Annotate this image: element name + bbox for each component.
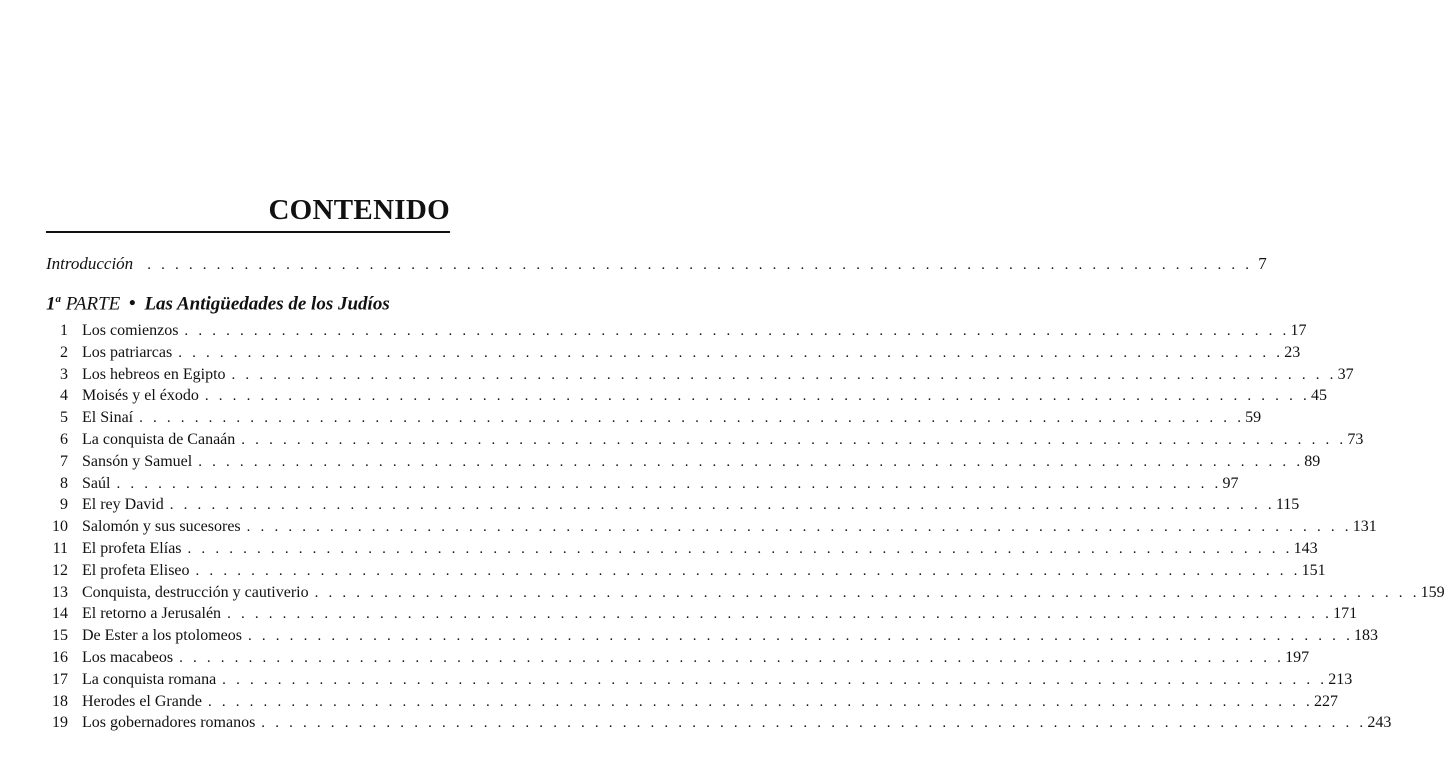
dot-leader: . . . . . . . . . . . . . . . . . . . . . . . . . . . . . . . . . . . . . . . . . . . . . . . . . . . . . . . . . . . . . . . . . . . . . . . . . . . . . . . . (198, 453, 1304, 470)
chapter-title: El retorno a Jerusalén (82, 605, 222, 623)
chapter-number: 1 (60, 322, 68, 339)
chapter-page: 45 (1310, 387, 1327, 405)
toc-entry (46, 691, 1339, 713)
chapter-title: El profeta Elías (82, 539, 182, 557)
chapter-page: 171 (1333, 605, 1358, 623)
toc-entry (46, 538, 1318, 560)
toc-entry (46, 429, 1364, 451)
chapter-title: Salomón y sus sucesores (82, 518, 241, 536)
dot-leader: . . . . . . . . . . . . . . . . . . . . . . . . . . . . . . . . . . . . . . . . . . . . . . . . . . . . . . . . . . . . . . . . . . . . . . . . . . . . . . . . (184, 323, 1290, 339)
toc-entry (46, 712, 1392, 734)
chapter-page: 197 (1285, 648, 1310, 666)
dot-leader: . . . . . . . . . . . . . . . . . . . . . . . . . . . . . . . . . . . . . . . . . . . . . . . . . . . . . . . . . . . . . . . . . . . . . . . . . . . . . . . . (187, 540, 1293, 557)
part-heading (46, 286, 450, 317)
chapter-page: 213 (1328, 670, 1353, 688)
chapter-page: 131 (1352, 518, 1377, 536)
dot-leader: . . . . . . . . . . . . . . . . . . . . . . . . . . . . . . . . . . . . . . . . . . . . . . . . . . . . . . . . . . . . . . . . . . . . . . . . . . . . . . . . (178, 344, 1284, 361)
chapter-title: Sansón y Samuel (82, 452, 193, 470)
toc-entry (46, 582, 1445, 604)
dot-leader: . . . . . . . . . . . . . . . . . . . . . . . . . . . . . . . . . . . . . . . . . . . . . . . . . . . . . . . . . . . . . . . . . . . . . . . . . . . . . . . . (169, 497, 1275, 514)
part-ordinal: 1 (46, 293, 56, 315)
part-ordinal-sup: a (55, 293, 61, 305)
part-subtitle: Las Antigüedades de los Judíos (144, 293, 390, 315)
chapter-page: 115 (1275, 496, 1300, 514)
chapter-title: El Sinaí (82, 409, 134, 427)
toc-entry (46, 407, 1262, 429)
chapter-number: 16 (52, 648, 68, 666)
toc-entry (46, 560, 1326, 582)
chapter-title: Moisés y el éxodo (82, 387, 199, 405)
dot-leader: . . . . . . . . . . . . . . . . . . . . . . . . . . . . . . . . . . . . . . . . . . . . . . . . . . . . . . . . . . . . . . . . . . . . . . . . . . . . . . . . (139, 410, 1245, 427)
dot-leader: . . . . . . . . . . . . . . . . . . . . . . . . . . . . . . . . . . . . . . . . . . . . . . . . . . . . . . . . . . . . . . . . . . . . . . . . . . . . . . . . (147, 257, 1253, 273)
chapter-number: 11 (52, 539, 68, 557)
part-label: PARTE (65, 293, 121, 315)
chapter-number: 10 (52, 518, 68, 536)
intro-page: 7 (1258, 254, 1267, 273)
chapter-title: Los gobernadores romanos (82, 714, 256, 732)
chapter-page: 97 (1222, 474, 1239, 492)
chapter-title: Conquista, destrucción y cautiverio (82, 583, 309, 601)
chapter-number: 18 (52, 692, 68, 710)
dot-leader: . . . . . . . . . . . . . . . . . . . . . . . . . . . . . . . . . . . . . . . . . . . . . . . . . . . . . . . . . . . . . . . . . . . . . . . . . . . . . . . . (246, 519, 1352, 536)
chapter-number: 14 (52, 605, 68, 623)
dot-leader: . . . . . . . . . . . . . . . . . . . . . . . . . . . . . . . . . . . . . . . . . . . . . . . . . . . . . . . . . . . . . . . . . . . . . . . . . . . . . . . . (314, 584, 1420, 601)
toc-entry (46, 451, 1321, 473)
dot-leader: . . . . . . . . . . . . . . . . . . . . . . . . . . . . . . . . . . . . . . . . . . . . . . . . . . . . . . . . . . . . . . . . . . . . . . . . . . . . . . . . (195, 562, 1301, 579)
chapter-page: 159 (1420, 583, 1445, 601)
toc-entry (46, 516, 1377, 538)
part-bullet: • (129, 293, 136, 315)
dot-leader: . . . . . . . . . . . . . . . . . . . . . . . . . . . . . . . . . . . . . . . . . . . . . . . . . . . . . . . . . . . . . . . . . . . . . . . . . . . . . . . . (179, 649, 1285, 666)
toc-entry (46, 625, 1379, 647)
chapter-title: La conquista romana (82, 670, 217, 688)
toc-entry (46, 669, 1353, 691)
chapter-title: Los macabeos (82, 648, 174, 666)
dot-leader: . . . . . . . . . . . . . . . . . . . . . . . . . . . . . . . . . . . . . . . . . . . . . . . . . . . . . . . . . . . . . . . . . . . . . . . . . . . . . . . . (116, 475, 1222, 492)
dot-leader: . . . . . . . . . . . . . . . . . . . . . . . . . . . . . . . . . . . . . . . . . . . . . . . . . . . . . . . . . . . . . . . . . . . . . . . . . . . . . . . . (207, 693, 1314, 710)
chapter-title: De Ester a los ptolomeos (82, 627, 242, 645)
title-rule (46, 231, 450, 233)
toc-entry (46, 342, 1301, 364)
chapter-number: 5 (60, 409, 68, 427)
intro-label: Introducción (46, 254, 134, 273)
chapter-number: 15 (52, 627, 68, 645)
toc-entry (46, 473, 1239, 495)
dot-leader: . . . . . . . . . . . . . . . . . . . . . . . . . . . . . . . . . . . . . . . . . . . . . . . . . . . . . . . . . . . . . . . . . . . . . . . . . . . . . . . . (204, 388, 1310, 405)
chapter-page: 227 (1314, 692, 1339, 710)
toc-list (46, 320, 1445, 734)
chapter-title: El rey David (82, 496, 164, 514)
toc-entry (46, 603, 1358, 625)
chapter-page: 73 (1347, 430, 1364, 448)
chapter-number: 4 (60, 387, 68, 405)
dot-leader: . . . . . . . . . . . . . . . . . . . . . . . . . . . . . . . . . . . . . . . . . . . . . . . . . . . . . . . . . . . . . . . . . . . . . . . . . . . . . . . . (231, 366, 1337, 383)
chapter-number: 13 (52, 583, 68, 601)
chapter-title: Saúl (82, 474, 111, 492)
dot-leader: . . . . . . . . . . . . . . . . . . . . . . . . . . . . . . . . . . . . . . . . . . . . . . . . . . . . . . . . . . . . . . . . . . . . . . . . . . . . . . . . (241, 431, 1347, 448)
page-title: CONTENIDO (268, 194, 450, 226)
chapter-number: 19 (52, 714, 68, 732)
chapter-page: 59 (1245, 409, 1262, 427)
chapter-page: 151 (1301, 561, 1326, 579)
chapter-number: 6 (60, 430, 68, 448)
chapter-number: 8 (60, 474, 68, 492)
toc-entry (46, 385, 1327, 407)
toc-entry-introduction (46, 254, 1267, 278)
chapter-number: 17 (52, 670, 68, 688)
chapter-title: El profeta Eliseo (82, 561, 190, 579)
chapter-title: La conquista de Canaán (82, 430, 236, 448)
chapter-number: 7 (60, 452, 68, 470)
toc-entry (46, 647, 1310, 669)
chapter-number: 2 (60, 343, 68, 361)
chapter-page: 23 (1284, 343, 1301, 361)
dot-leader: . . . . . . . . . . . . . . . . . . . . . . . . . . . . . . . . . . . . . . . . . . . . . . . . . . . . . . . . . . . . . . . . . . . . . . . . . . . . . . . . (261, 715, 1367, 732)
chapter-title: Herodes el Grande (82, 692, 202, 710)
dot-leader: . . . . . . . . . . . . . . . . . . . . . . . . . . . . . . . . . . . . . . . . . . . . . . . . . . . . . . . . . . . . . . . . . . . . . . . . . . . . . . . . (247, 628, 1354, 645)
chapter-page: 89 (1304, 452, 1321, 470)
chapter-page: 37 (1337, 365, 1354, 383)
chapter-title: Los patriarcas (82, 343, 173, 361)
chapter-page: 183 (1354, 627, 1379, 645)
chapter-number: 12 (52, 561, 68, 579)
chapter-number: 3 (60, 365, 68, 383)
toc-entry (46, 494, 1300, 516)
toc-entry (46, 320, 1307, 342)
toc-entry (46, 364, 1354, 386)
dot-leader: . . . . . . . . . . . . . . . . . . . . . . . . . . . . . . . . . . . . . . . . . . . . . . . . . . . . . . . . . . . . . . . . . . . . . . . . . . . . . . . . (222, 671, 1328, 688)
chapter-page: 243 (1367, 714, 1392, 732)
chapter-page: 17 (1290, 322, 1307, 339)
chapter-title: Los comienzos (82, 322, 179, 339)
dot-leader: . . . . . . . . . . . . . . . . . . . . . . . . . . . . . . . . . . . . . . . . . . . . . . . . . . . . . . . . . . . . . . . . . . . . . . . . . . . . . . . . (227, 606, 1333, 623)
chapter-title: Los hebreos en Egipto (82, 365, 226, 383)
chapter-page: 143 (1293, 539, 1318, 557)
chapter-number: 9 (60, 496, 68, 514)
